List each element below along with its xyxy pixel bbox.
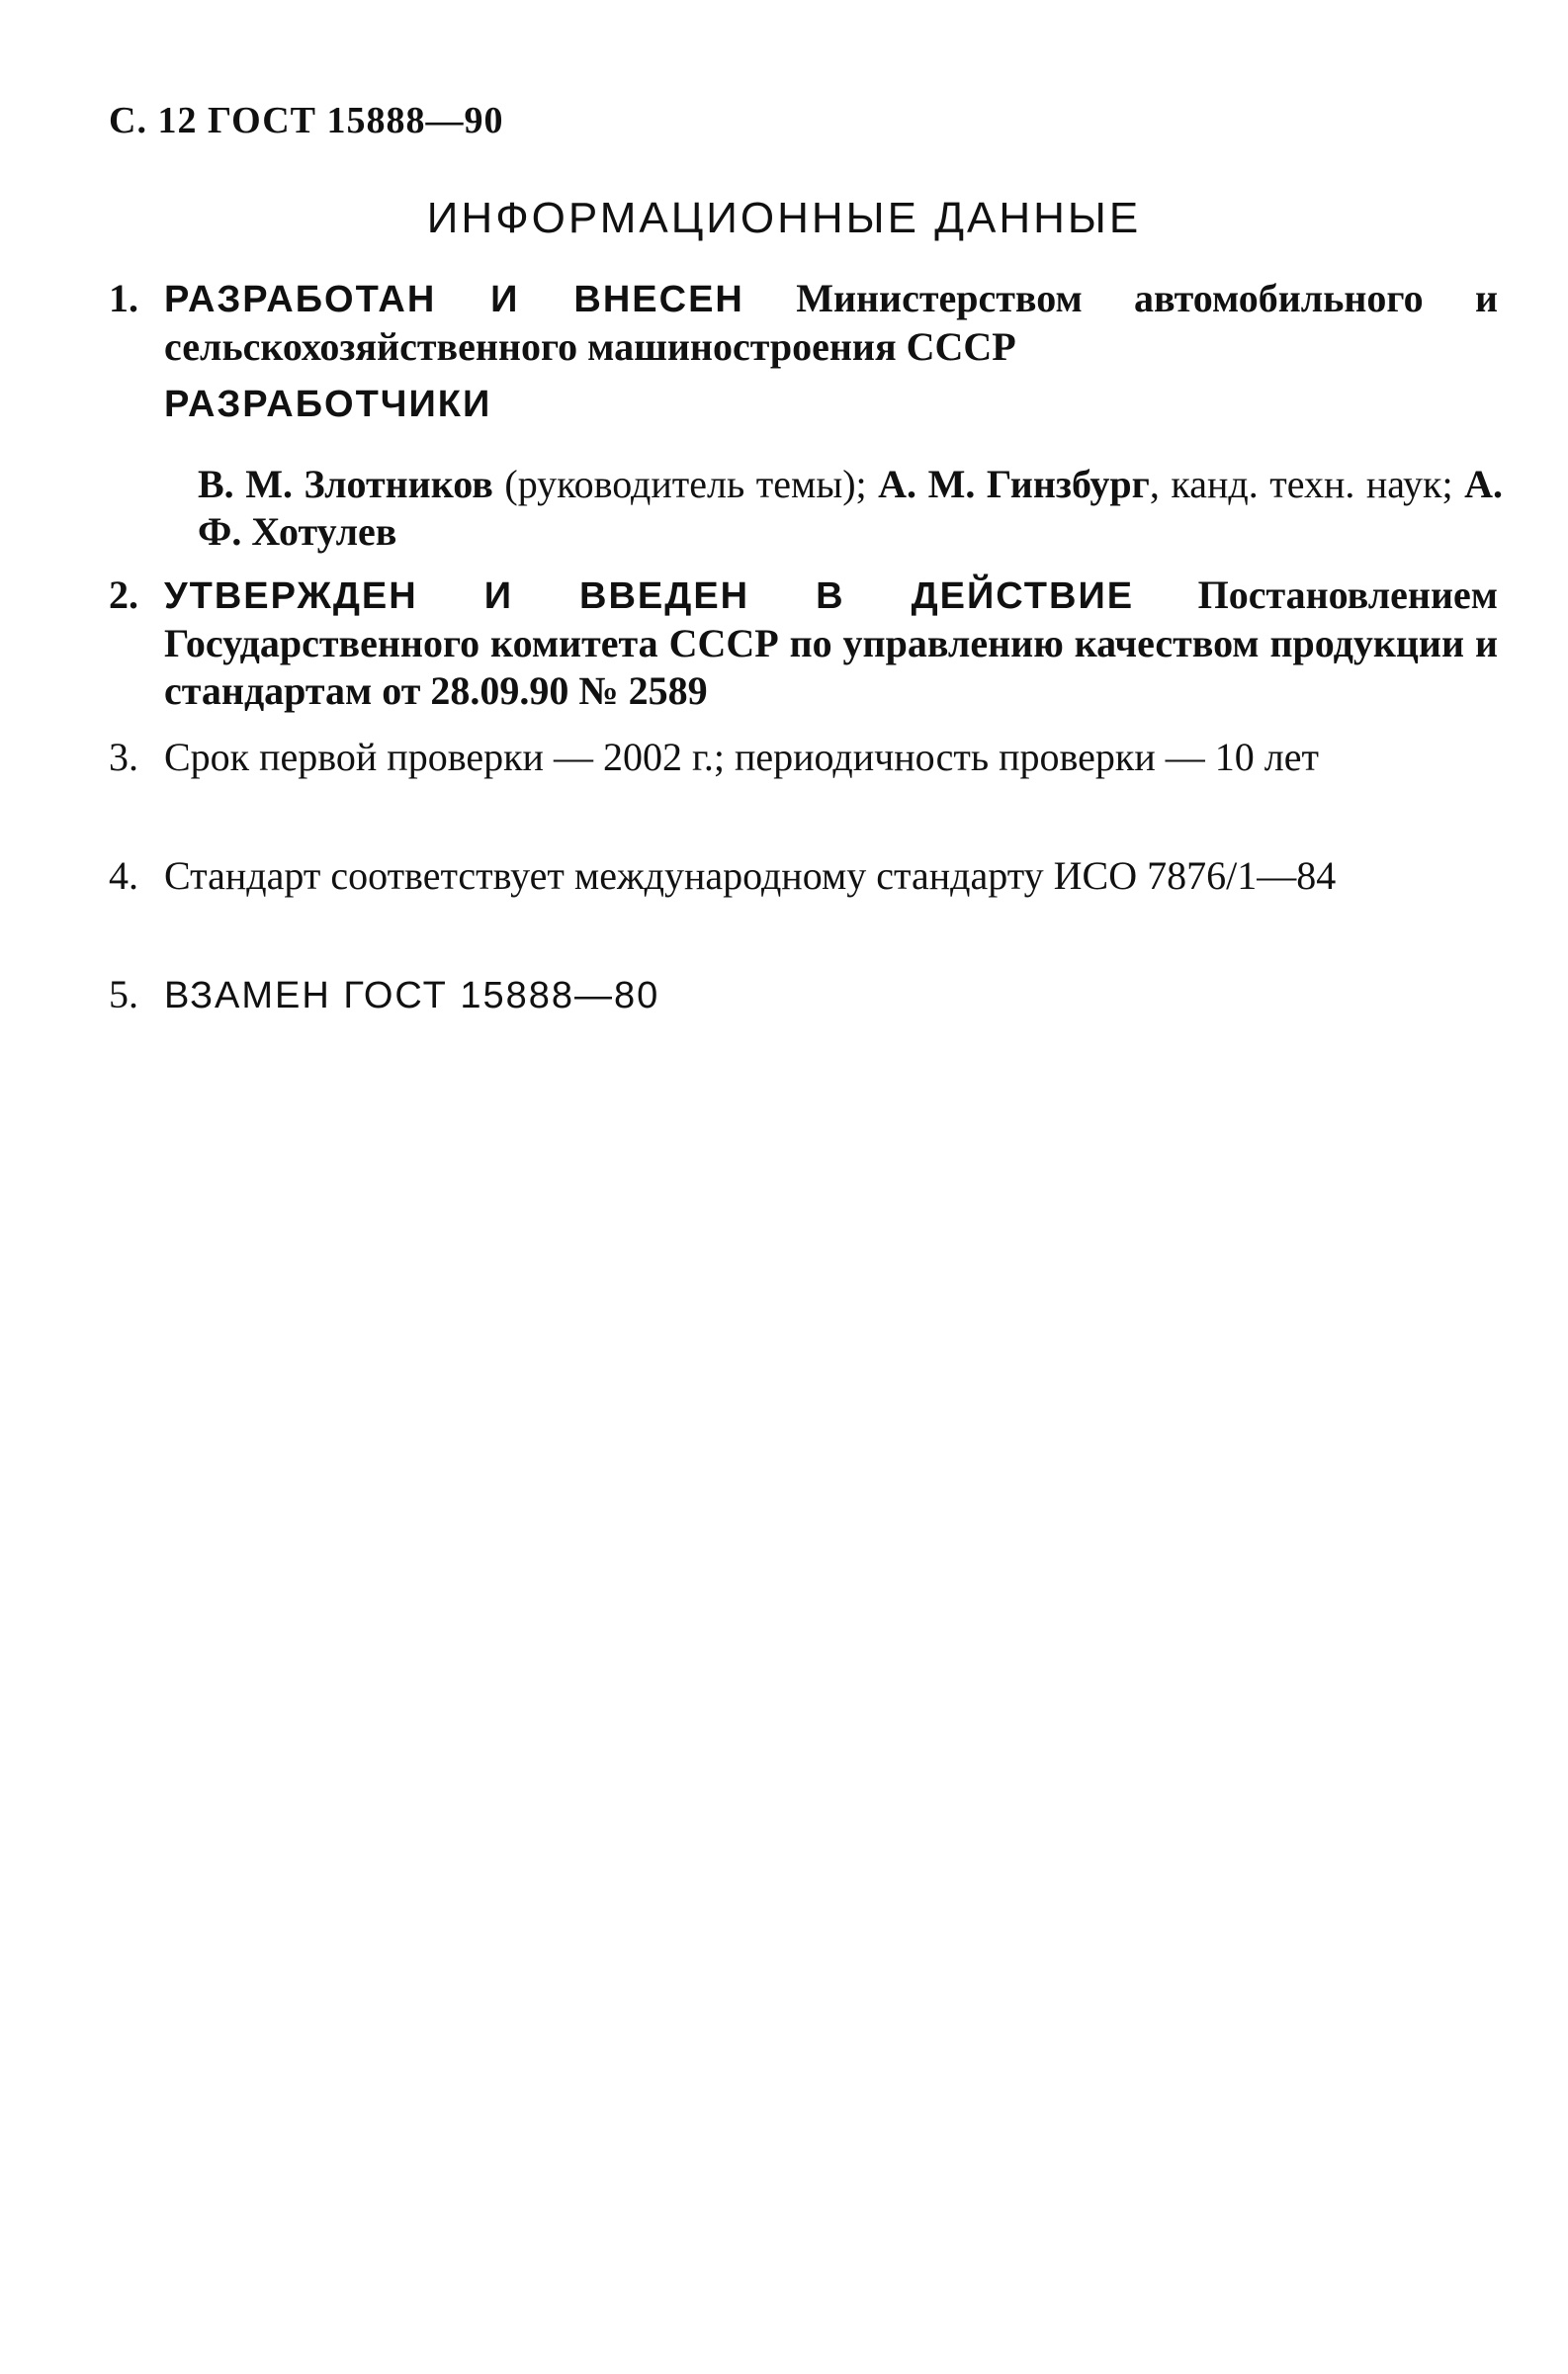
item-lead: РАЗРАБОТАН И ВНЕСЕН (164, 279, 744, 320)
item-body (164, 275, 1498, 371)
item-text: Постановлением Государственного комитета СССР по управлению качеством продукции и стандартам от 28.09.90 № 2589 (164, 572, 1498, 713)
item-body (164, 852, 1498, 900)
info-item-3 (109, 734, 1498, 781)
item-text: Стандарт соответствует международному стандарту ИСО 7876/1—84 (164, 853, 1337, 898)
item-body (164, 572, 1498, 715)
developer-role: , канд. техн. наук; (1149, 462, 1465, 506)
developer-name: В. М. Злотников (198, 462, 493, 506)
item-body (164, 734, 1498, 781)
item-body (164, 971, 1498, 1019)
developer-role: (руководитель темы); (492, 462, 879, 506)
item-number: 3. (109, 735, 138, 779)
item-lead: УТВЕРЖДЕН И ВВЕДЕН В ДЕЙСТВИЕ (164, 575, 1135, 617)
developer-name: А. М. Гинзбург (878, 462, 1150, 506)
page-title: ИНФОРМАЦИОННЫЕ ДАННЫЕ (426, 194, 1142, 242)
item-number: 4. (109, 853, 138, 898)
developer-name: А. Ф. Хотулев (198, 462, 1503, 554)
item-number: 1. (109, 276, 138, 320)
running-head: С. 12 ГОСТ 15888—90 (109, 100, 504, 141)
info-item-5 (109, 971, 1498, 1019)
info-item-1 (109, 275, 1498, 371)
item-lead: ВЗАМЕН ГОСТ 15888—80 (164, 975, 660, 1016)
developers-heading: РАЗРАБОТЧИКИ (164, 384, 492, 425)
info-item-4 (109, 852, 1498, 900)
item-text: Министерством автомобильного и сельскохозяйственного машиностроения СССР (164, 276, 1498, 369)
item-number: 5. (109, 972, 138, 1016)
item-text: Срок первой проверки — 2002 г.; периодичность проверки — 10 лет (164, 735, 1319, 779)
item-number: 2. (109, 572, 138, 617)
developers-list (198, 461, 1503, 556)
info-item-2 (109, 572, 1498, 715)
